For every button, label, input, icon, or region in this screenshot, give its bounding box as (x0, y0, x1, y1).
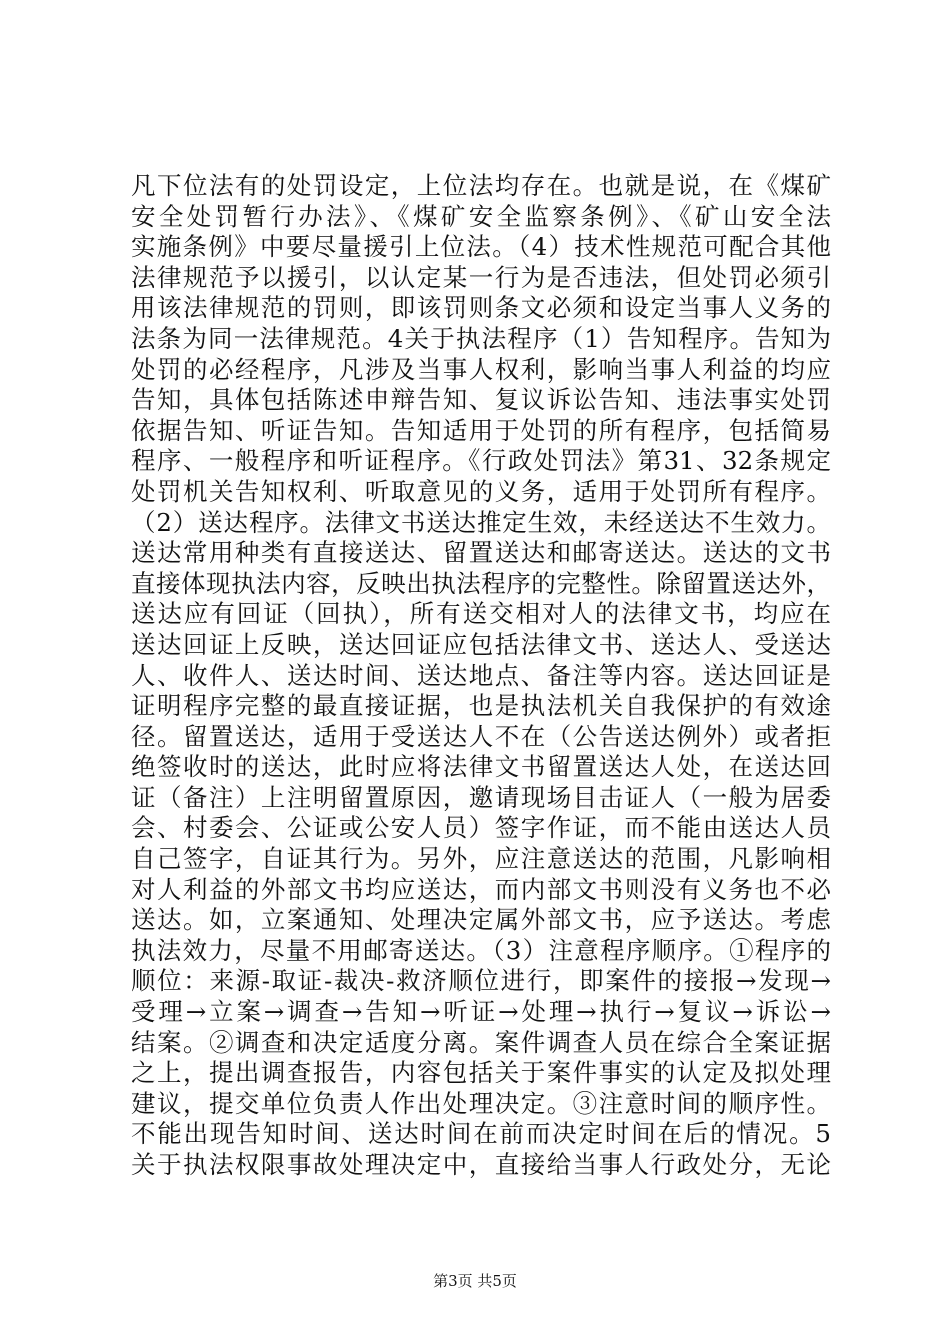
text-line: 会、村委会、公证或公安人员）签字作证，而不能由送达人员 (131, 813, 831, 843)
text-line: 自己签字，自证其行为。另外，应注意送达的范围，凡影响相 (131, 844, 831, 874)
text-line: 法条为同一法律规范。4关于执法程序（1）告知程序。告知为 (131, 323, 831, 353)
text-line: 对人利益的外部文书均应送达，而内部文书则没有义务也不必 (131, 874, 831, 904)
text-line: 依据告知、听证告知。告知适用于处罚的所有程序，包括简易 (131, 415, 831, 445)
text-line: 之上，提出调查报告，内容包括关于案件事实的认定及拟处理 (131, 1058, 831, 1088)
text-line: 程序、一般程序和听证程序。《行政处罚法》第31、32条规定 (131, 446, 831, 476)
text-line: 用该法律规范的罚则，即该罚则条文必须和设定当事人义务的 (131, 293, 831, 323)
text-line: 证（备注）上注明留置原因，邀请现场目击证人（一般为居委 (131, 782, 831, 812)
text-line: 实施条例》中要尽量援引上位法。（4）技术性规范可配合其他 (131, 232, 831, 262)
text-line: 处罚机关告知权利、听取意见的义务，适用于处罚所有程序。 (131, 476, 831, 506)
text-line: 人、收件人、送达时间、送达地点、备注等内容。送达回证是 (131, 660, 831, 690)
text-line: 处罚的必经程序，凡涉及当事人权利，影响当事人利益的均应 (131, 354, 831, 384)
text-line: 送达常用种类有直接送达、留置送达和邮寄送达。送达的文书 (131, 538, 831, 568)
text-line: 法律规范予以援引，以认定某一行为是否违法，但处罚必须引 (131, 262, 831, 292)
text-line: 建议，提交单位负责人作出处理决定。③注意时间的顺序性。 (131, 1088, 831, 1118)
page-footer: 第3页 共5页 (433, 1272, 517, 1290)
text-line: 直接体现执法内容，反映出执法程序的完整性。除留置送达外， (131, 568, 831, 598)
text-line: 绝签收时的送达，此时应将法律文书留置送达人处，在送达回 (131, 752, 831, 782)
text-line: 关于执法权限事故处理决定中，直接给当事人行政处分，无论 (131, 1150, 831, 1179)
text-line: 送达。如，立案通知、处理决定属外部文书，应予送达。考虑 (131, 905, 831, 935)
text-line: 执法效力，尽量不用邮寄送达。（3）注意程序顺序。①程序的 (131, 935, 831, 965)
text-line: 径。留置送达，适用于受送达人不在（公告送达例外）或者拒 (131, 721, 831, 751)
text-line: 不能出现告知时间、送达时间在前而决定时间在后的情况。5 (131, 1119, 831, 1149)
text-line: 告知，具体包括陈述申辩告知、复议诉讼告知、违法事实处罚 (131, 385, 831, 415)
text-line: 送达应有回证（回执），所有送交相对人的法律文书，均应在 (131, 599, 831, 629)
text-line: 顺位：来源-取证-裁决-救济顺位进行，即案件的接报→发现→ (131, 966, 831, 996)
text-line: 证明程序完整的最直接证据，也是执法机关自我保护的有效途 (131, 691, 831, 721)
text-line: 结案。②调查和决定适度分离。案件调查人员在综合全案证据 (131, 1027, 831, 1057)
body-text (131, 171, 831, 1181)
text-line: （2）送达程序。法律文书送达推定生效，未经送达不生效力。 (131, 507, 831, 537)
text-line: 受理→立案→调查→告知→听证→处理→执行→复议→诉讼→ (131, 997, 831, 1027)
text-line: 安全处罚暂行办法》、《煤矿安全监察条例》、《矿山安全法 (131, 201, 831, 231)
text-line: 凡下位法有的处罚设定，上位法均存在。也就是说，在《煤矿 (131, 171, 831, 200)
text-line: 送达回证上反映，送达回证应包括法律文书、送达人、受送达 (131, 629, 831, 659)
